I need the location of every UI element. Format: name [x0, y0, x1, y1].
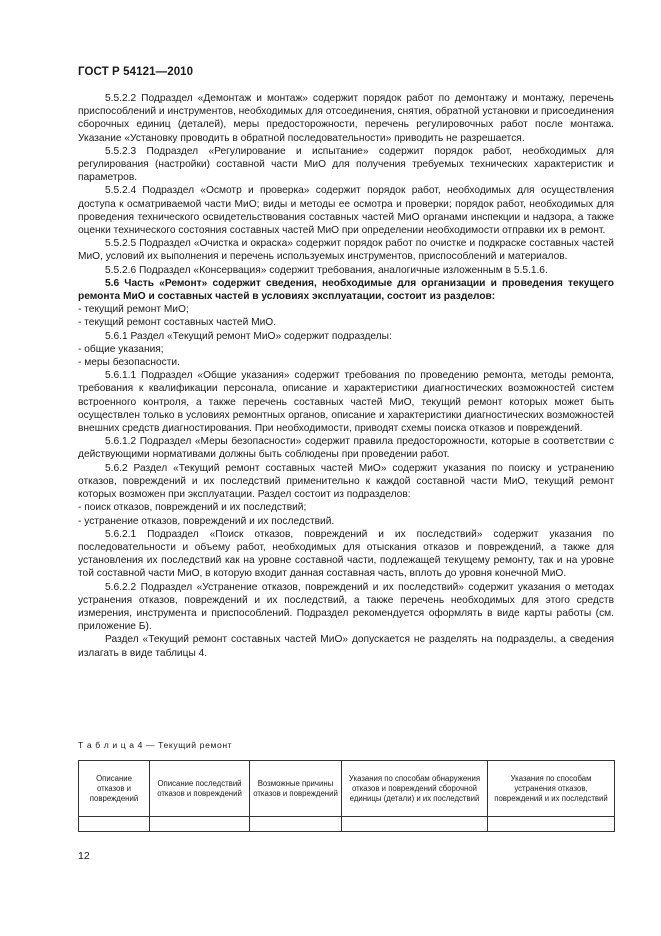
table-header-cell: Возможные причины отказов и повреждений [250, 761, 342, 817]
paragraph-5-6-2-1: 5.6.2.1 Подраздел «Поиск отказов, повреждений и их последствий» содержит указания по последовательности и объему работ, необходимых для отыскания отказов и повреждений, а также для установления их последствий как на уровне составной части, подлежащей текущему ремонту, так и на уровне той составной части МиО, в которую входит данная составная часть, вплоть до уровня конечной МиО. [78, 528, 614, 580]
table-caption: Т а б л и ц а 4 — Текущий ремонт [78, 740, 233, 750]
paragraph-5-6: 5.6 Часть «Ремонт» содержит сведения, необходимые для организации и проведения текущего ремонта МиО и составных частей в условиях эксплуатации, состоит из разделов: [78, 277, 614, 303]
table-header-row [79, 761, 615, 817]
paragraph-5-6-1-2: 5.6.1.2 Подраздел «Меры безопасности» содержит правила предосторожности, которые в соответствии с действующими нормативами должны быть соблюдены при проведении работ. [78, 436, 614, 461]
table-header-cell: Описание отказов и повреждений [79, 761, 150, 817]
paragraph-5-6-1-1: 5.6.1.1 Подраздел «Общие указания» содержит требования по проведению ремонта, методы ремонта, требования к квалификации персонала, описание и характеристики диагностических возможностей систем встроенного контроля, а также перечень составных частей МиО, текущий ремонт которых может быть осуществлен только в условиях ремонтных органов, описание и характеристики диагностических возможностей внешних средств диагностирования. При необходимости, приводят схемы поиска отказов и повреждений. [78, 370, 614, 435]
document-header: ГОСТ Р 54121—2010 [78, 66, 194, 78]
table-cell [488, 817, 615, 832]
table-cell [150, 817, 250, 832]
table-header-cell: Описание последствий отказов и повреждений [150, 761, 250, 817]
list-item: - текущий ремонт составных частей МиО. [78, 317, 277, 329]
paragraph-5-6-2-2: 5.6.2.2 Подраздел «Устранение отказов, повреждений и их последствий» содержит указания о методах устранения отказов, повреждений и их последствий, а также перечень необходимых для этого средств измерения, инструмента и приспособлений. Подраздел рекомендуется оформлять в виде карты работы (см. приложение Б). [78, 581, 614, 633]
table-cell [250, 817, 342, 832]
paragraph-table-intro: Раздел «Текущий ремонт составных частей МиО» допускается не разделять на подразделы, а сведения излагать в виде таблицы 4. [78, 634, 614, 659]
table-row [79, 817, 615, 832]
list-item: - устранение отказов, повреждений и их последствий. [78, 515, 335, 527]
page-number: 12 [78, 850, 90, 862]
table-header-cell: Указания по способам обнаружения отказов и повреждений сборочной единицы (детали) и их последствий [342, 761, 488, 817]
repair-table [78, 760, 615, 832]
list-item: - меры безопасности. [78, 357, 180, 369]
document-body [78, 92, 614, 660]
table-cell [342, 817, 488, 832]
list-item: - общие указания; [78, 343, 164, 355]
paragraph-5-5-2-5: 5.5.2.5 Подраздел «Очистка и окраска» содержит порядок работ по очистке и подкраске составных частей МиО, условий их выполнения и перечень используемых инструментов, приспособлений и материалов. [78, 238, 614, 263]
list-item: - текущий ремонт МиО; [78, 304, 189, 316]
paragraph-5-5-2-2: 5.5.2.2 Подраздел «Демонтаж и монтаж» содержит порядок работ по демонтажу и монтажу, перечень приспособлений и инструментов, необходимых для отсоединения, снятия, обратной установки и присоединения сборочных единиц (деталей), меры предосторожности, перечень регулировочных работ после монтажа. Указание «Установку проводить в обратной последовательности» приводить не разрешается. [78, 93, 614, 144]
paragraph-5-5-2-4: 5.5.2.4 Подраздел «Осмотр и проверка» содержит порядок работ, необходимых для осуществления доступа к осматриваемой части МиО; виды и методы ее осмотра и проверки; порядок работ, необходимых для проведения технического освидетельствования составных частей МиО органами инспекции и надзора, а также оценки технического состояния составных частей МиО при определении необходимости отправки их в ремонт. [78, 185, 614, 237]
paragraph-5-6-2: 5.6.2 Раздел «Текущий ремонт составных частей МиО» содержит указания по поиску и устранению отказов, повреждений и их последствий применительно к каждой составной части МиО, текущий ремонт которых возможен при эксплуатации. Раздел состоит из подразделов: [78, 462, 614, 501]
list-item: - поиск отказов, повреждений и их последствий; [78, 502, 307, 514]
paragraph-5-5-2-6: 5.5.2.6 Подраздел «Консервация» содержит требования, аналогичные изложенным в 5.5.1.6. [105, 264, 548, 276]
paragraph-5-5-2-3: 5.5.2.3 Подраздел «Регулирование и испытание» содержит порядок работ, необходимых для регулирования (настройки) составной части МиО для получения требуемых технических характеристик и параметров. [78, 145, 614, 184]
paragraph-5-6-1: 5.6.1 Раздел «Текущий ремонт МиО» содержит подразделы: [105, 330, 392, 342]
table-header-cell: Указания по способам устранения отказов, повреждений и их последствий [488, 761, 615, 817]
table-cell [79, 817, 150, 832]
